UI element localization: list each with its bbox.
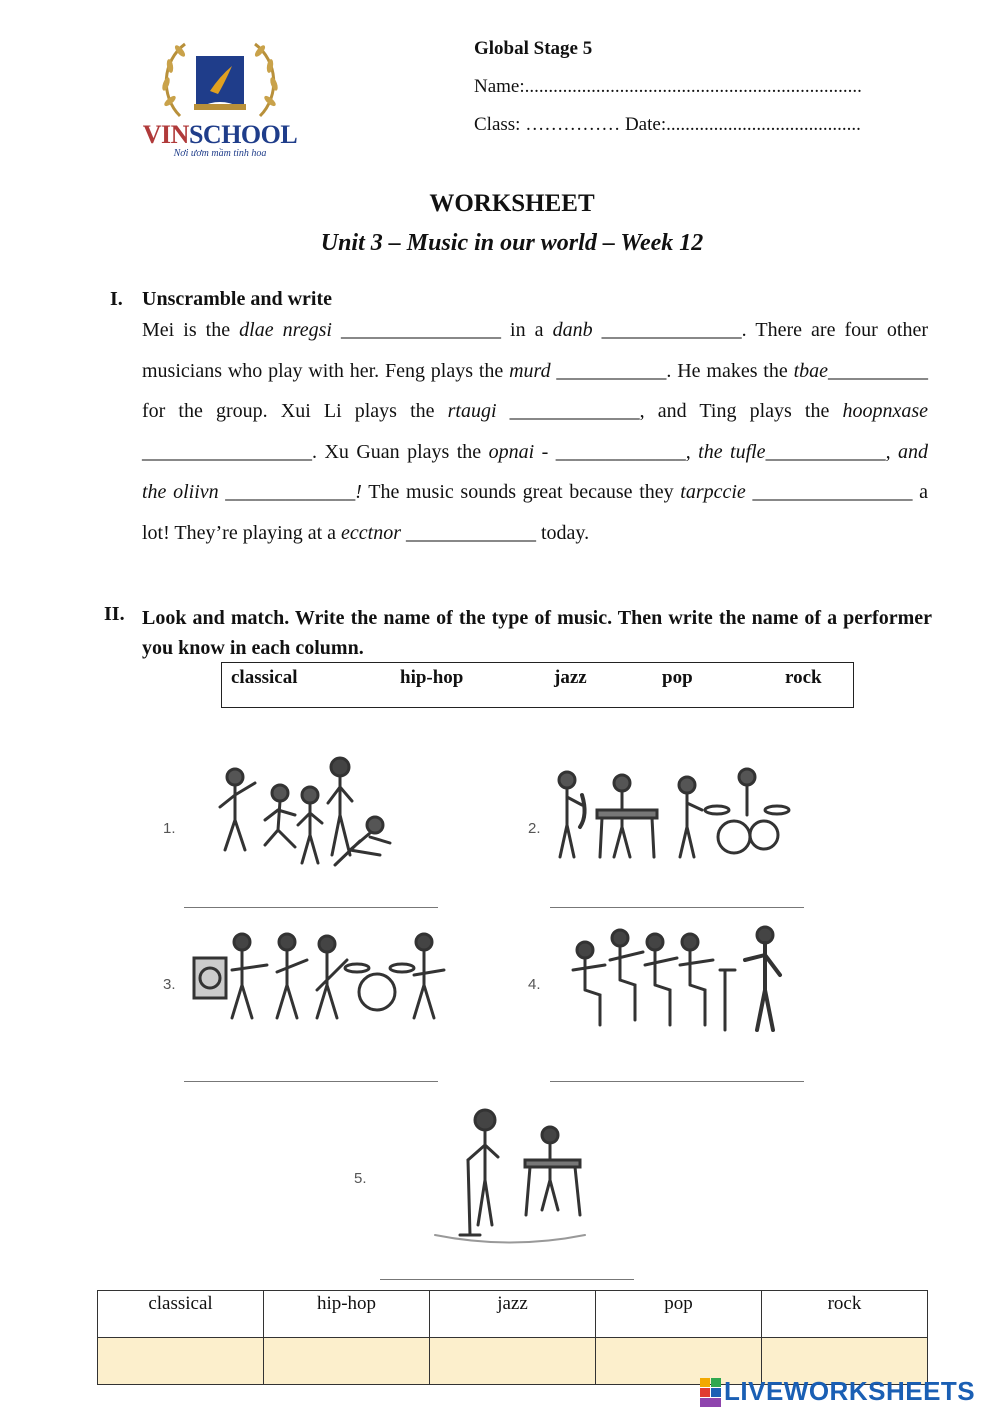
picture-number: 5. [354,1170,367,1187]
table-header-cell: jazz [430,1291,596,1338]
scrambled-word: , the tufle [685,440,766,463]
scrambled-word: danb [552,319,593,341]
scrambled-word: tbae [793,359,828,382]
logo-tagline: Nơi ươm mầm tinh hoa [173,148,267,159]
word-box [221,662,854,708]
scrambled-word: dlae nregsi [239,319,332,341]
answer-blank[interactable]: _____________ today. [401,521,590,544]
performer-table [97,1290,928,1385]
answer-blank[interactable]: __________ for the group. Xui Li plays the [142,359,928,422]
answer-blank[interactable]: _________________. Xu Guan plays the [142,440,489,463]
performer-input-cell[interactable] [98,1338,264,1385]
table-header-cell: hip-hop [264,1291,430,1338]
picture-number: 1. [163,820,176,837]
table-header-cell: classical [98,1291,264,1338]
rock-band-illustration [192,930,447,1025]
section-2-title: Look and match. Write the name of the type of music. Then write the name of a performer you know in each column. [142,607,932,659]
scrambled-word: opnai - [488,440,549,463]
answer-line[interactable] [550,1081,804,1082]
answer-line[interactable] [184,907,438,908]
answer-blank[interactable]: _____________ [548,440,686,463]
laurel-book-icon [140,36,300,126]
scrambled-word: ecctnor [341,521,401,544]
word-box-item: pop [662,667,693,688]
answer-blank[interactable]: ________________ in a [331,319,553,341]
answer-line[interactable] [184,1081,438,1082]
picture-number: 4. [528,976,541,993]
table-header-cell: rock [762,1291,928,1338]
school-logo [140,36,300,166]
scrambled-word: tarpccie [680,481,746,503]
pop-singer-illustration [430,1105,590,1245]
word-box-item: classical [231,667,298,688]
class-date-field[interactable]: Class: …………… Date:......................................... [474,114,861,135]
picture-number: 2. [528,820,541,837]
worksheet-title: WORKSHEET [429,190,595,217]
scrambled-word: rtaugi [447,400,497,422]
stage-label: Global Stage 5 [474,38,593,59]
hip-hop-dancers-illustration [210,755,400,880]
answer-blank[interactable]: ________________ a lot! They’re playing at a [142,481,928,544]
section-1-number: I. [110,288,123,310]
performer-input-cell[interactable] [430,1338,596,1385]
word-box-item: rock [785,667,822,688]
scrambled-word: , and the oliivn [142,440,928,503]
liveworksheets-logo: LIVEWORKSHEETS [700,1376,998,1410]
answer-line[interactable] [380,1279,634,1280]
table-header-cell: pop [596,1291,762,1338]
section-2-number: II. [104,603,125,625]
answer-blank[interactable]: ___________. He makes the [550,359,794,382]
word-box-item: hip-hop [400,667,464,688]
word-box-item: jazz [554,667,587,688]
worksheet-subtitle: Unit 3 – Music in our world – Week 12 [320,230,704,256]
liveworksheets-icon [700,1378,722,1408]
performer-input-cell[interactable] [264,1338,430,1385]
answer-blank[interactable]: ____________ [765,440,886,463]
orchestra-illustration [565,920,790,1040]
scrambled-word: hoopnxase [842,400,928,422]
logo-wordmark: VINSCHOOL [142,120,298,149]
scrambled-word: ! [355,481,362,503]
section-1-title: Unscramble and write [142,288,332,310]
unscramble-paragraph: Mei is the dlae nregsi ________________ in a danb ______________. There are four other musicians who play with her. Feng plays the murd ___________. He makes the tbae__________ for the group. Xui Li plays the rtaugi _____________, and Ting plays the hoopnxase _________________. Xu Guan plays the opnai - _____________, the tufle____________, and the oliivn _____________! The music sounds great because they tarpccie ________________ a lot! They’re playing at a ecctnor _____________ today. [142,319,928,544]
scrambled-word: murd [509,359,551,382]
answer-blank[interactable]: ______________. There are four other musicians who play with her. Feng plays the [142,319,928,382]
name-field[interactable]: Name:....................................................................... [474,76,862,97]
jazz-band-illustration [552,765,792,865]
answer-line[interactable] [550,907,804,908]
answer-blank[interactable]: _____________, and Ting plays the [496,400,843,422]
answer-blank[interactable]: _____________ [218,481,356,503]
picture-number: 3. [163,976,176,993]
